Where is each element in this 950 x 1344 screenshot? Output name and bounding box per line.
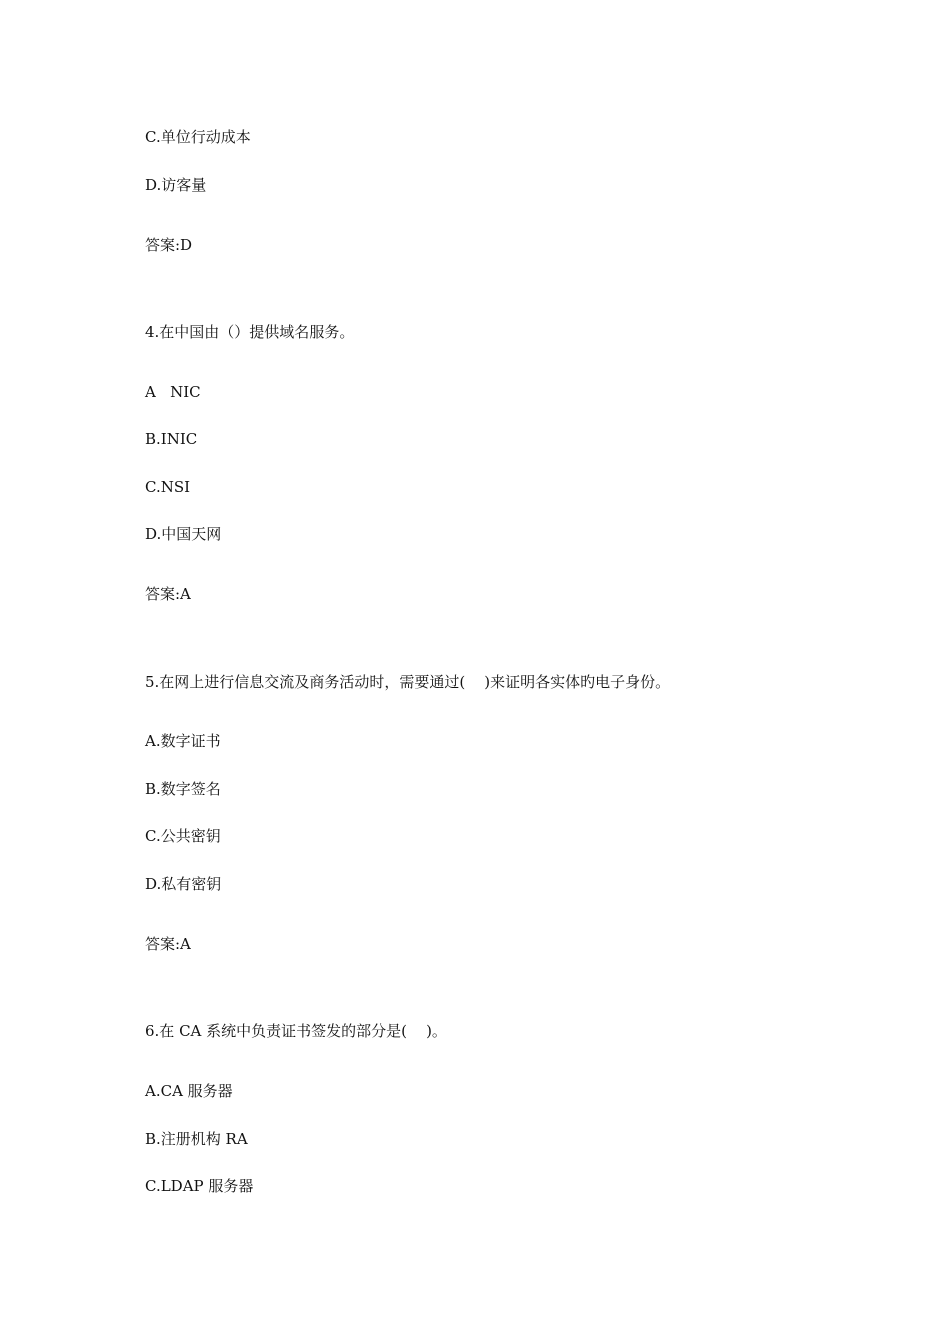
q5-answer: 答案:A — [145, 935, 191, 953]
q5-option-b: B.数字签名 — [145, 780, 221, 798]
q6-option-b: B.注册机构 RA — [145, 1130, 248, 1148]
q4-answer: 答案:A — [145, 585, 191, 603]
q4-question: 4.在中国由（）提供域名服务。 — [145, 323, 355, 341]
q6-option-a: A.CA 服务器 — [145, 1082, 233, 1100]
q5-option-c: C.公共密钥 — [145, 827, 221, 845]
q5-question: 5.在网上进行信息交流及商务活动时，需要通过( )来证明各实体旳电子身份。 — [145, 673, 671, 691]
q5-option-a: A.数字证书 — [145, 732, 221, 750]
q4-option-d: D.中国天网 — [145, 525, 222, 543]
q4-option-c: C.NSI — [145, 478, 191, 496]
q6-question: 6.在 CA 系统中负责证书签发的部分是( )。 — [145, 1022, 447, 1040]
q4-option-a: A NIC — [145, 383, 201, 401]
q5-option-d: D.私有密钥 — [145, 875, 222, 893]
q6-option-c: C.LDAP 服务器 — [145, 1177, 254, 1195]
q3-answer: 答案:D — [145, 236, 193, 254]
q4-option-b: B.INIC — [145, 430, 198, 448]
q3-option-d: D.访客量 — [145, 176, 207, 194]
q3-option-c: C.单位行动成本 — [145, 128, 251, 146]
